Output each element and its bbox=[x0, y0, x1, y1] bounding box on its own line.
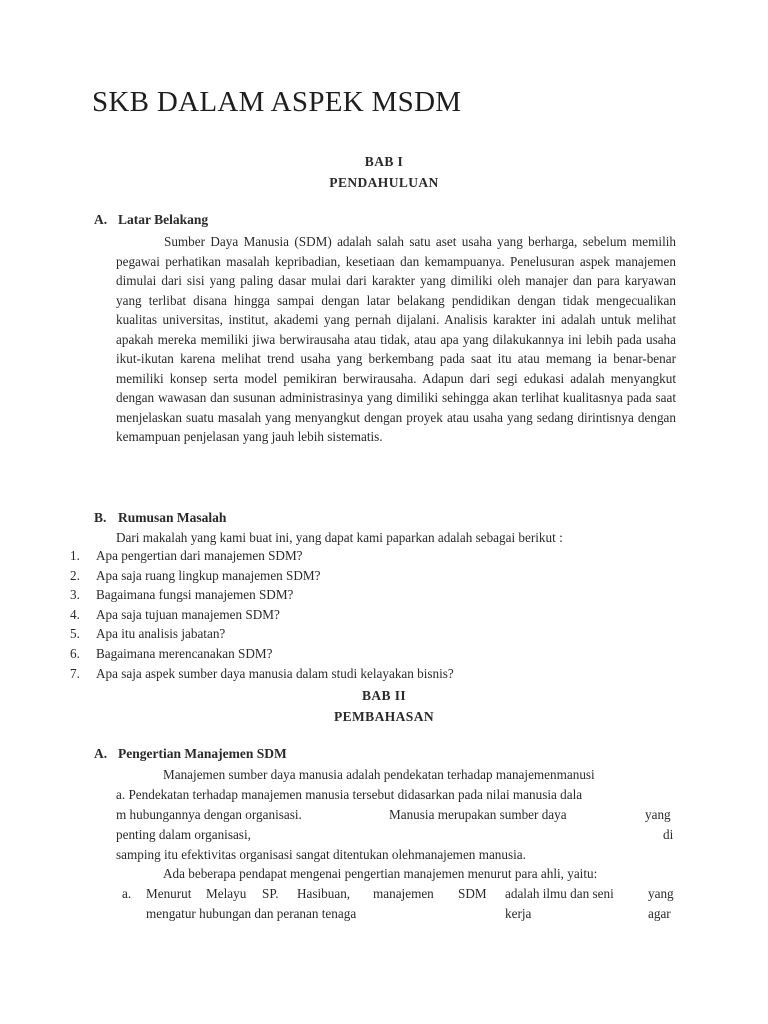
list-item: 7. Apa saja aspek sumber daya manusia dalam studi kelayakan bisnis? bbox=[70, 665, 454, 681]
list-item: 6. Bagaimana merencanakan SDM? bbox=[70, 645, 273, 661]
section-b-heading bbox=[94, 510, 226, 526]
question-list bbox=[70, 548, 454, 685]
list-item: 5. Apa itu analisis jabatan? bbox=[70, 626, 226, 642]
section-a2-heading bbox=[94, 746, 287, 762]
pengertian-line-4b: di bbox=[663, 827, 674, 842]
item-a-word: manajemen bbox=[373, 886, 434, 901]
section-a-marker: A. bbox=[94, 212, 108, 227]
list-item: 3. Bagaimana fungsi manajemen SDM? bbox=[70, 587, 294, 603]
pengertian-line-1: Manajemen sumber daya manusia adalah pendekatan terhadap manajemenmanusi bbox=[163, 767, 595, 782]
list-item: 2. Apa saja ruang lingkup manajemen SDM? bbox=[70, 567, 321, 583]
item-a-cont-c: agar bbox=[648, 906, 671, 921]
item-a-cont-a: mengatur hubungan dan peranan tenaga bbox=[146, 906, 357, 921]
pengertian-line-5: samping itu efektivitas organisasi sangat ditentukan olehmanajemen manusia. bbox=[116, 847, 526, 862]
section-a-heading bbox=[94, 212, 208, 228]
pengertian-line-3b: Manusia merupakan sumber daya bbox=[389, 807, 567, 822]
item-a-word: SP. bbox=[262, 886, 279, 901]
section-a2-title: Pengertian Manajemen SDM bbox=[118, 746, 287, 761]
item-a-word: Melayu bbox=[206, 886, 247, 901]
section-a2-marker: A. bbox=[94, 746, 108, 761]
item-a-word: yang bbox=[648, 886, 674, 901]
item-a-marker: a. bbox=[122, 886, 132, 901]
pengertian-line-4a: penting dalam organisasi, bbox=[116, 827, 251, 842]
list-item: 4. Apa saja tujuan manajemen SDM? bbox=[70, 606, 280, 622]
document-title: SKB DALAM ASPEK MSDM bbox=[92, 86, 462, 118]
pengertian-line-3c: yang bbox=[645, 807, 671, 822]
bab2-label: BAB II bbox=[361, 688, 407, 703]
pengertian-line-6: Ada beberapa pendapat mengenai pengertian manajemen menurut para ahli, yaitu: bbox=[163, 866, 598, 881]
section-a-title: Latar Belakang bbox=[118, 212, 209, 227]
item-a-word: SDM bbox=[458, 886, 487, 901]
latar-belakang-paragraph bbox=[116, 232, 676, 447]
bab1-name: PENDAHULUAN bbox=[329, 175, 439, 190]
item-a-word: Menurut bbox=[146, 886, 192, 901]
pengertian-line-2: a. Pendekatan terhadap manajemen manusia tersebut didasarkan pada nilai manusia dala bbox=[116, 787, 583, 802]
rumusan-intro: Dari makalah yang kami buat ini, yang dapat kami paparkan adalah sebagai berikut : bbox=[116, 530, 563, 545]
item-a-word: adalah ilmu dan seni bbox=[505, 886, 614, 901]
item-a-cont-b: kerja bbox=[505, 906, 532, 921]
pengertian-line-3a: m hubungannya dengan organisasi. bbox=[116, 807, 302, 822]
section-b-title: Rumusan Masalah bbox=[118, 510, 227, 525]
bab1-label: BAB I bbox=[364, 154, 404, 169]
item-a-word: Hasibuan, bbox=[297, 886, 351, 901]
section-b-marker: B. bbox=[94, 510, 107, 525]
bab2-name: PEMBAHASAN bbox=[333, 709, 434, 724]
latar-belakang-text: Sumber Daya Manusia (SDM) adalah salah satu aset usaha yang berharga, sebelum memilih pegawai perhatikan masalah kepribadian, kesetiaan dan kemampuanya. Penelusuran aspek manajemen dimulai dari sisi yang paling dasar mulai dari karakter yang dimiliki oleh manajer dan para karyawan yang terlibat disana hingga sampai dengan latar belakang pendidikan dengan tidak mengecualikan kualitas universitas, institut, akademi yang pernah dijalani. Analisis karakter ini adalah untuk melihat apakah mereka memiliki jiwa berwirausaha atau tidak, atau apa yang dilakukannya ini lebih pada usaha ikut-ikutan karena melihat trend usaha yang berkembang pada saat itu atau memang ia benar-benar memiliki konsep serta model pemikiran berwirausaha. Adapun dari segi edukasi adalah menyangkut dengan wawasan dan susunan administrasinya yang dimiliki sehingga akan terlihat kualitasnya pada saat menjelaskan suatu masalah yang menyangkut dengan proyek atau usaha yang sedang dirintisnya dengan kemampuan penjelasan yang jauh lebih sistematis. bbox=[116, 234, 676, 444]
list-item: 1. Apa pengertian dari manajemen SDM? bbox=[70, 548, 303, 563]
